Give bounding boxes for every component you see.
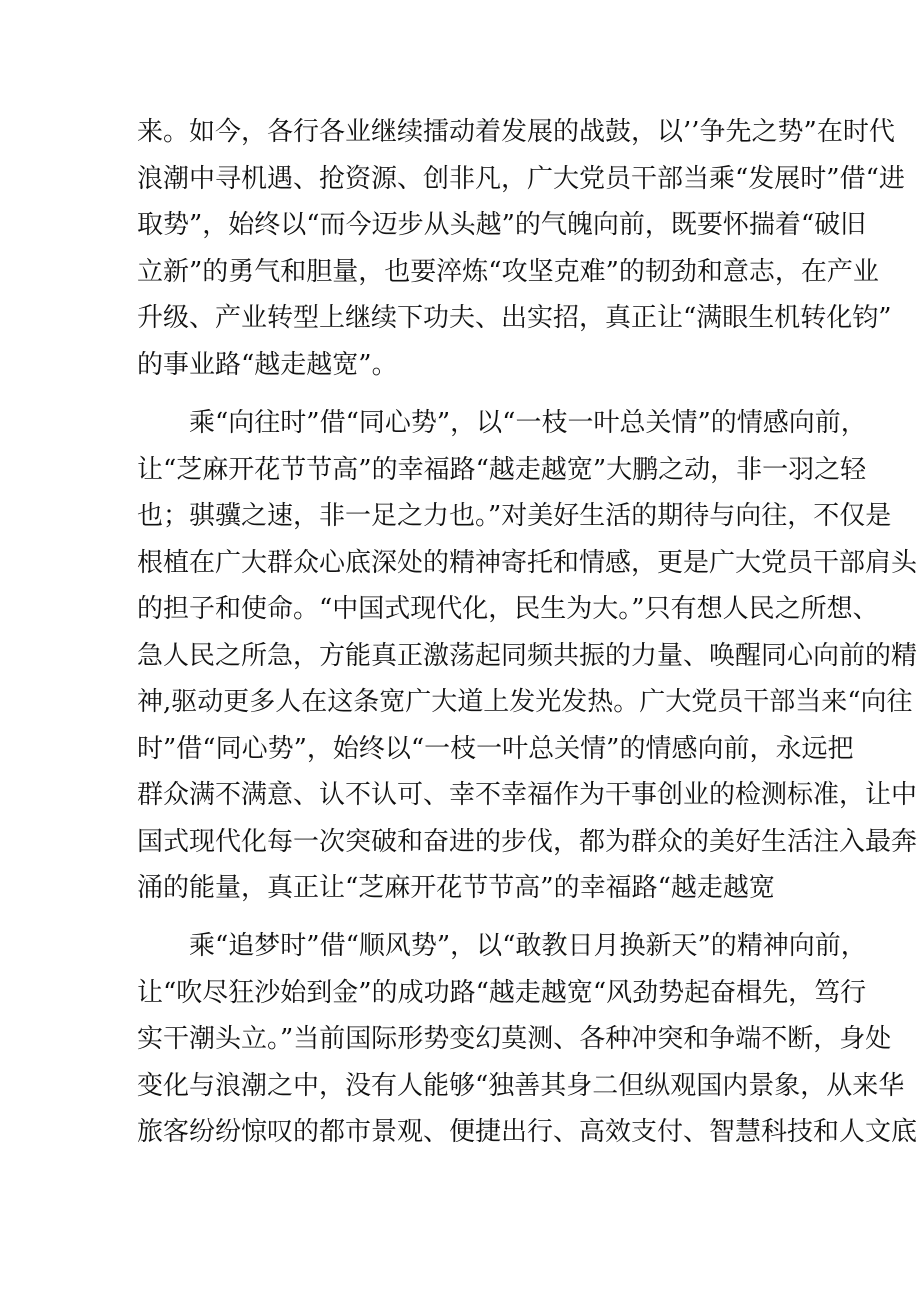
- text-line: 急人民之所急，方能真正激荡起同频共振的力量、唤醒同心向前的精: [137, 640, 918, 671]
- text-line: 变化与浪潮之中，没有人能够“独善其身二但纵观国内景象，从来华: [137, 1070, 905, 1101]
- text-line: 国式现代化每一次突破和奋进的步伐，都为群众的美好生活注入最奔: [137, 826, 918, 857]
- paragraph-3: [137, 923, 918, 1156]
- text-line: 也；骐骥之速，非一足之力也。”对美好生活的期待与向往，不仅是: [137, 501, 892, 531]
- text-line: 让“芝麻开花节节高”的幸福路“越走越宽”大鹏之动，非一羽之轻: [137, 454, 867, 485]
- paragraph-2: [137, 400, 918, 912]
- text-line: 升级、产业转型上继续下功夫、出实招，真正让“满眼生机转化钧”: [137, 303, 892, 333]
- text-line: 来。如今，各行各业继续擂动着发展的战鼓，以’’争先之势”在时代: [137, 117, 895, 147]
- text-line: 乘“追梦时”借“顺风势”，以“敢教日月换新天”的精神向前，: [137, 931, 867, 961]
- text-line: 根植在广大群众心底深处的精神寄托和情感，更是广大党员干部肩头: [137, 547, 918, 578]
- text-line: 的事业路“越走越宽”。: [137, 349, 398, 380]
- text-line: 时”借“同心势”，始终以“一枝一叶总关情”的情感向前，永远把: [137, 733, 854, 764]
- text-line: 取势”，始终以“而今迈步从头越”的气魄向前，既要怀揣着“破旧: [137, 210, 867, 240]
- text-line: 的担子和使命。“中国式现代化，民生为大。”只有想人民之所想、: [137, 594, 879, 624]
- text-line: 群众满不满意、认不认可、幸不幸福作为干事创业的检测标准，让中: [137, 780, 918, 810]
- text-line: 立新”的勇气和胆量，也要淬炼“攻坚克难”的韧劲和意志，在产业: [137, 256, 879, 287]
- paragraph-1: [137, 109, 905, 388]
- text-line: 涌的能量，真正让“芝麻开花节节高”的幸福路“越走越宽: [137, 873, 775, 903]
- text-line: 旅客纷纷惊叹的都市景观、便捷出行、高效支付、智慧科技和人文底: [137, 1117, 918, 1147]
- text-line: 浪潮中寻机遇、抢资源、创非凡，广大党员干部当乘“发展时”借“进: [137, 163, 905, 194]
- text-line: 乘“向往时”借“同心势”，以“一枝一叶总关情”的情感向前，: [137, 408, 867, 438]
- text-line: 神,驱动更多人在这条宽广大道上发光发热。广大党员干部当来“向往: [137, 687, 913, 717]
- text-line: 让“吹尽狂沙始到金”的成功路“越走越宽“风劲势起奋楫先，笃行: [137, 977, 867, 1008]
- text-line: 实干潮头立。”当前国际形势变幻莫测、各种冲突和争端不断，身处: [137, 1024, 892, 1054]
